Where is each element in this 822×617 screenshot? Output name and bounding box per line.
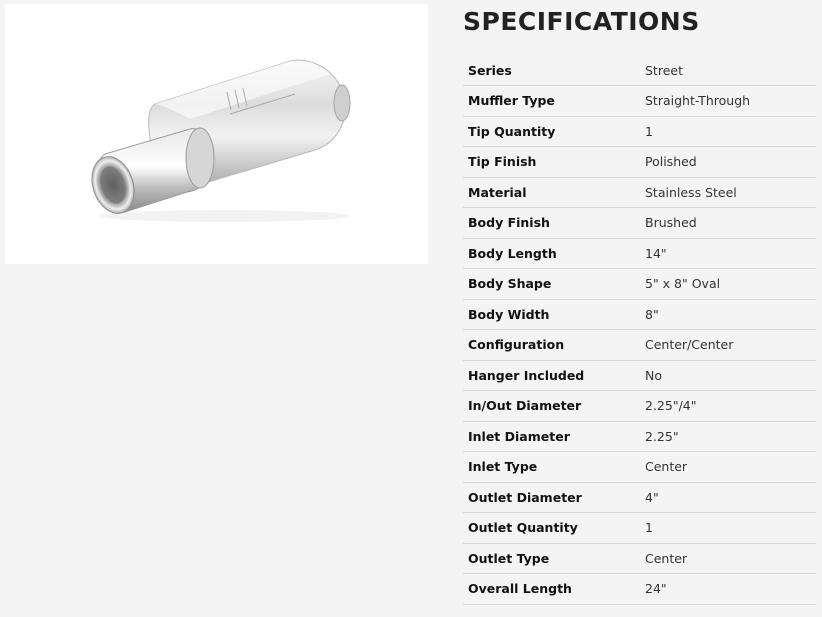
spec-value: 8" (645, 306, 659, 322)
muffler-illustration (5, 4, 428, 264)
spec-value: 14" (645, 245, 667, 261)
spec-label: Material (468, 184, 527, 200)
spec-value: Stainless Steel (645, 184, 737, 200)
spec-label: Outlet Type (468, 550, 550, 566)
spec-value: 2.25" (645, 428, 679, 444)
spec-row-body-finish (463, 208, 816, 239)
spec-value: 24" (645, 581, 667, 597)
spec-label: Tip Finish (468, 154, 537, 170)
spec-row-overall-length (463, 574, 816, 605)
spec-label: Hanger Included (468, 367, 585, 383)
spec-label: Inlet Type (468, 459, 538, 475)
spec-label: Body Shape (468, 276, 552, 292)
spec-row-tip-finish (463, 147, 816, 178)
spec-label: Outlet Quantity (468, 520, 578, 536)
spec-row-tip-quantity (463, 116, 816, 147)
spec-value: 2.25"/4" (645, 398, 697, 414)
spec-value: No (645, 367, 662, 383)
spec-row-body-shape (463, 269, 816, 300)
spec-label: Tip Quantity (468, 123, 556, 139)
spec-label: Configuration (468, 337, 565, 353)
spec-label: Muffler Type (468, 93, 555, 109)
spec-label: Overall Length (468, 581, 572, 597)
spec-label: Inlet Diameter (468, 428, 570, 444)
spec-row-in-out-diameter (463, 391, 816, 422)
spec-row-inlet-diameter (463, 421, 816, 452)
spec-label: Outlet Diameter (468, 489, 582, 505)
spec-row-configuration (463, 330, 816, 361)
spec-value: Center (645, 550, 688, 566)
specifications-table (463, 55, 816, 605)
spec-row-body-width (463, 299, 816, 330)
spec-row-body-length (463, 238, 816, 269)
spec-row-outlet-diameter (463, 482, 816, 513)
spec-row-muffler-type (463, 86, 816, 117)
spec-label: Series (468, 62, 512, 78)
spec-row-outlet-type (463, 543, 816, 574)
spec-value: Center (645, 459, 688, 475)
product-image[interactable] (5, 4, 428, 264)
spec-row-series (463, 55, 816, 86)
spec-label: Body Length (468, 245, 557, 261)
spec-value: 1 (645, 123, 653, 139)
spec-label: Body Width (468, 306, 550, 322)
spec-value: 1 (645, 520, 653, 536)
spec-row-hanger-included (463, 360, 816, 391)
spec-label: Body Finish (468, 215, 550, 231)
spec-value: Center/Center (645, 337, 734, 353)
spec-label: In/Out Diameter (468, 398, 582, 414)
spec-value: 5" x 8" Oval (645, 276, 721, 292)
spec-value: Polished (645, 154, 697, 170)
spec-value: Brushed (645, 215, 697, 231)
spec-row-material (463, 177, 816, 208)
spec-value: 4" (645, 489, 659, 505)
spec-row-outlet-quantity (463, 513, 816, 544)
spec-row-inlet-type (463, 452, 816, 483)
spec-value: Straight-Through (645, 93, 751, 109)
spec-value: Street (645, 62, 683, 78)
specifications-title: SPECIFICATIONS (463, 7, 700, 36)
specifications-section (463, 0, 816, 605)
